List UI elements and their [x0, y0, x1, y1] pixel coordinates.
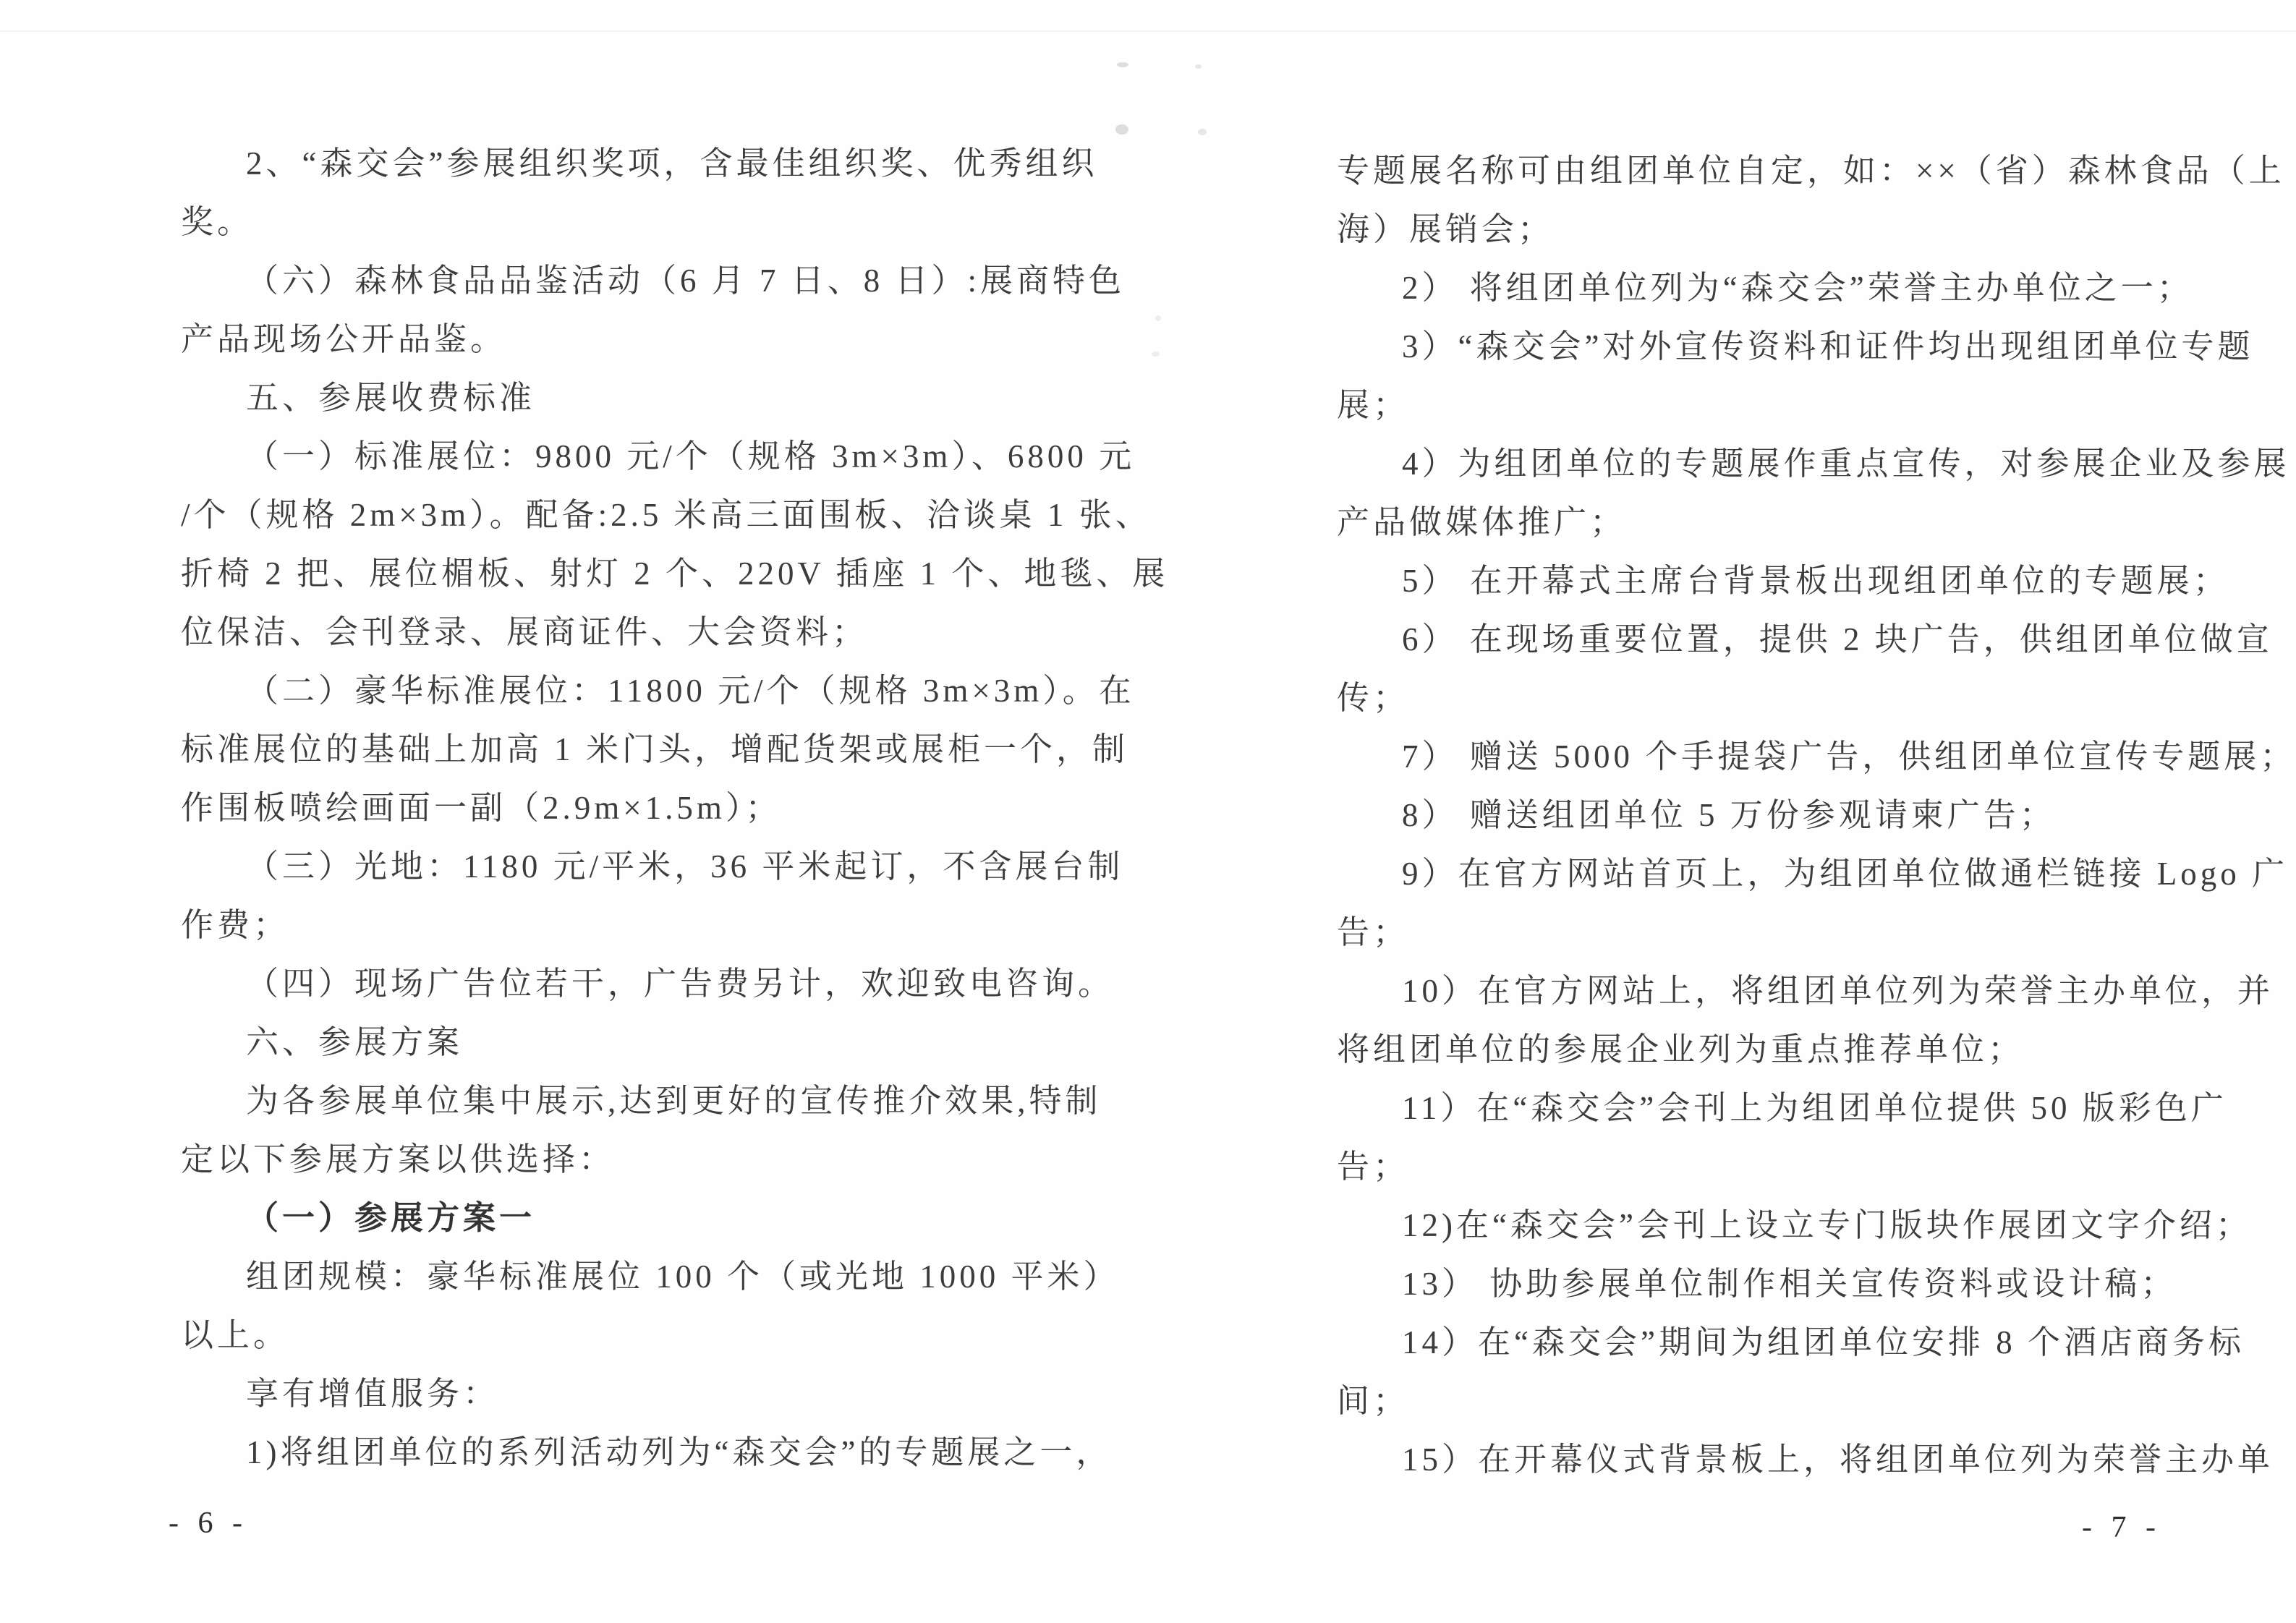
text-line: 六、参展方案	[246, 1024, 464, 1060]
text-line: 组团规模：豪华标准展位 100 个（或光地 1000 平米）	[246, 1258, 1120, 1295]
text-line: （三）光地：1180 元/平米，36 平米起订，不含展台制	[246, 848, 1124, 885]
scan-speck	[1198, 129, 1207, 135]
text-line: 为各参展单位集中展示,达到更好的宣传推介效果,特制	[246, 1083, 1102, 1119]
text-line: 产品现场公开品鉴。	[181, 321, 507, 357]
text-line: 15）在开幕仪式背景板上，将组团单位列为荣誉主办单	[1402, 1441, 2274, 1478]
page-6-text-column	[181, 135, 1169, 1482]
text-line: 8） 赠送组团单位 5 万份参观请柬广告；	[1402, 797, 2056, 833]
text-line: 14）在“森交会”期间为组团单位安排 8 个酒店商务标	[1402, 1324, 2245, 1360]
text-line: 13） 协助参展单位制作相关宣传资料或设计稿；	[1402, 1266, 2177, 1302]
scan-speck	[1115, 124, 1128, 135]
text-line: 1)将组团单位的系列活动列为“森交会”的专题展之一，	[246, 1434, 1113, 1470]
text-line: 奖。	[181, 204, 254, 240]
text-line: 告；	[1337, 914, 1410, 950]
page-number: - 7 -	[2082, 1511, 2161, 1544]
text-line: 4）为组团单位的专题展作重点宣传，对参展企业及参展	[1402, 446, 2290, 482]
scan-speck	[1155, 315, 1161, 321]
text-line: 告；	[1337, 1149, 1410, 1185]
page-7-text-column	[1337, 142, 2296, 1489]
text-line: （六）森林食品品鉴活动（6 月 7 日、8 日）:展商特色	[246, 263, 1126, 299]
page-number: - 6 -	[169, 1507, 248, 1540]
scan-streak	[0, 30, 2296, 32]
text-line: （一）参展方案一	[246, 1200, 536, 1236]
text-line: （四）现场广告位若干，广告费另计，欢迎致电咨询。	[246, 966, 1115, 1002]
text-line: 5） 在开幕式主席台背景板出现组团单位的专题展；	[1402, 563, 2229, 599]
scan-speck	[1195, 64, 1202, 69]
text-line: 10）在官方网站上，将组团单位列为荣誉主办单位，并	[1402, 973, 2274, 1009]
text-line: 将组团单位的参展企业列为重点推荐单位；	[1337, 1031, 2025, 1068]
text-line: 11）在“森交会”会刊上为组团单位提供 50 版彩色广	[1402, 1090, 2227, 1126]
text-line: 标准展位的基础上加高 1 米门头，增配货架或展柜一个，制	[181, 731, 1129, 767]
text-line: 海）展销会；	[1337, 211, 1555, 247]
text-line: 12)在“森交会”会刊上设立专门版块作展团文字介绍；	[1402, 1207, 2252, 1243]
text-line: 位保洁、会刊登录、展商证件、大会资料；	[181, 614, 869, 650]
text-line: 折椅 2 把、展位楣板、射灯 2 个、220V 插座 1 个、地毯、展	[181, 555, 1169, 592]
text-line: 产品做媒体推广；	[1337, 504, 1627, 540]
text-line: 2、“森交会”参展组织奖项，含最佳组织奖、优秀组织	[246, 145, 1098, 182]
text-line: 7） 赠送 5000 个手提袋广告，供组团单位宣传专题展；	[1402, 738, 2296, 775]
scan-speck	[1117, 62, 1128, 67]
text-line: 享有增值服务：	[246, 1376, 500, 1412]
text-line: 3）“森交会”对外宣传资料和证件均出现组团单位专题	[1402, 328, 2254, 365]
text-line: 9）在官方网站首页上，为组团单位做通栏链接 Logo 广	[1402, 856, 2288, 892]
text-line: 6） 在现场重要位置，提供 2 块广告，供组团单位做宣	[1402, 621, 2273, 657]
text-line: /个（规格 2m×3m）。配备:2.5 米高三面围板、洽谈桌 1 张、	[181, 497, 1152, 533]
text-line: （一）标准展位：9800 元/个（规格 3m×3m）、6800 元	[246, 438, 1136, 474]
text-line: 作围板喷绘画面一副（2.9m×1.5m）；	[181, 790, 782, 826]
text-line: 间；	[1337, 1383, 1410, 1419]
text-line: （二）豪华标准展位：11800 元/个（规格 3m×3m）。在	[246, 673, 1135, 709]
text-line: 以上。	[181, 1317, 290, 1353]
text-line: 展；	[1337, 387, 1410, 423]
text-line: 专题展名称可由组团单位自定，如：××（省）森林食品（上	[1337, 153, 2285, 189]
text-line: 五、参展收费标准	[246, 380, 536, 416]
text-line: 定以下参展方案以供选择：	[181, 1141, 616, 1177]
scan-speck	[1152, 352, 1160, 357]
text-line: 2） 将组团单位列为“森交会”荣誉主办单位之一；	[1402, 270, 2193, 306]
text-line: 作费；	[181, 907, 290, 943]
text-line: 传；	[1337, 680, 1410, 716]
